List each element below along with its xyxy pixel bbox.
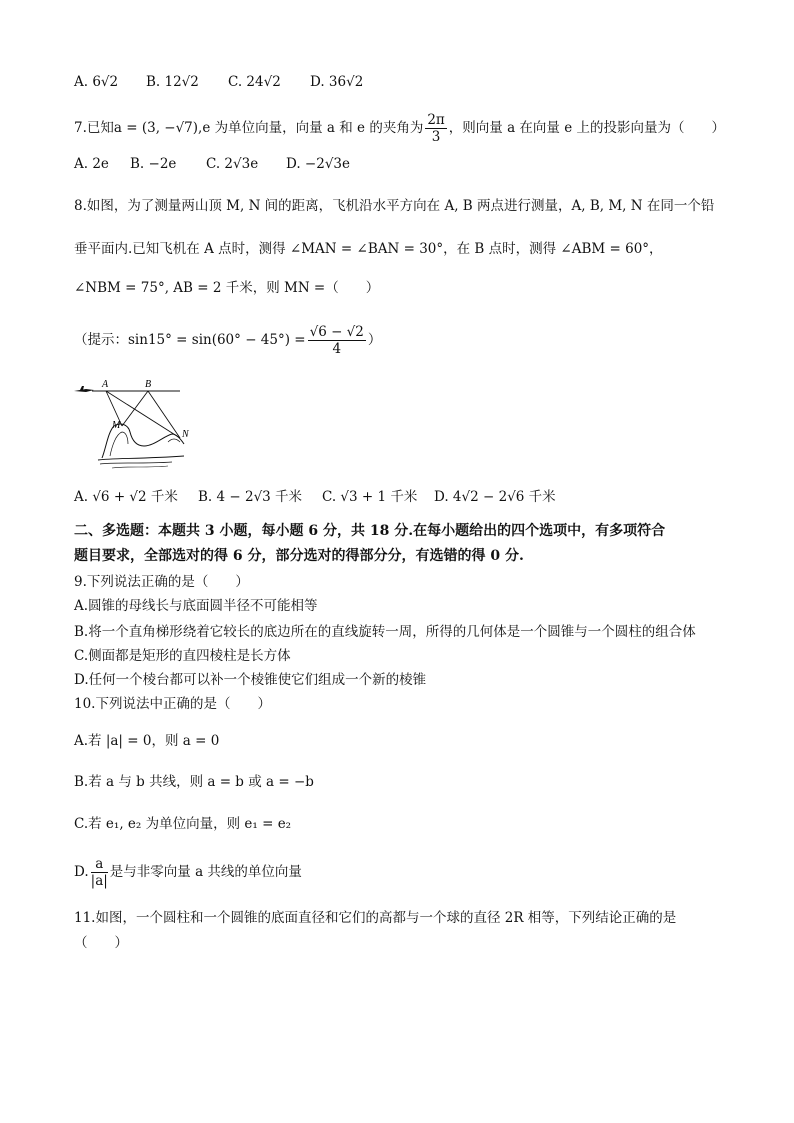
airplane-icon <box>74 386 94 392</box>
fig-label-b: B <box>145 379 152 390</box>
q7-text-b: e 为单位向量，向量 a 和 e 的夹角为 <box>202 120 424 136</box>
section-2-title-2: 题目要求，全部选对的得 6 分，部分选对的得部分分，有选错的得 0 分. <box>74 548 524 564</box>
q7-stem <box>74 112 725 145</box>
q10-option-c: C.若 e₁, e₂ 为单位向量，则 e₁ = e₂ <box>74 816 292 832</box>
q9-option-c: C.侧面都是矩形的直四棱柱是长方体 <box>74 648 291 664</box>
q8-hint-fraction <box>308 324 366 357</box>
q9-option-b: B.将一个直角梯形绕着它较长的底边所在的直线旋转一周，所得的几何体是一个圆锥与一个圆柱的组合体 <box>74 624 696 640</box>
fig-label-a: A <box>102 379 109 390</box>
q7-option-b: B. −2e <box>130 156 177 172</box>
q10-option-d-fraction <box>91 856 108 889</box>
q8-line-2: 垂平面内.已知飞机在 A 点时，测得 ∠MAN = ∠BAN = 30°，在 B 点时，测得 ∠ABM = 60°， <box>74 241 663 257</box>
q8-hint-pre: （提示：sin15° = sin(60° − 45°) = <box>74 332 306 348</box>
q10-option-d-den: |a| <box>90 873 108 889</box>
fig-label-n: N <box>182 429 189 440</box>
q9-stem: 9.下列说法正确的是（ ） <box>74 574 249 590</box>
q8-hint-den: 4 <box>332 341 342 357</box>
q8-option-b: B. 4 − 2√3 千米 <box>198 489 303 505</box>
q9-option-d: D.任何一个棱台都可以补一个棱锥使它们组成一个新的棱锥 <box>74 672 427 688</box>
q7-vector-a: a = (3, −√7), <box>113 120 203 136</box>
q6-option-c: C. 24√2 <box>228 74 281 90</box>
q11-line-1: 11.如图，一个圆柱和一个圆锥的底面直径和它们的高都与一个球的直径 2R 相等，下列结论正确的是 <box>74 910 677 926</box>
q10-option-d <box>74 856 302 889</box>
q10-option-d-num: a <box>91 856 108 873</box>
q7-frac-den: 3 <box>431 129 441 145</box>
q6-option-b: B. 12√2 <box>146 74 199 90</box>
q7-text-c: ，则向量 a 在向量 e 上的投影向量为（ ） <box>448 120 725 136</box>
fig-label-m: M <box>112 420 121 431</box>
q7-option-a: A. 2e <box>74 156 109 172</box>
q7-frac-num: 2π <box>427 112 445 128</box>
q8-hint-post: ） <box>367 332 382 348</box>
q8-figure <box>72 376 189 470</box>
q8-line-1: 8.如图，为了测量两山顶 M, N 间的距离，飞机沿水平方向在 A, B 两点进行测量，A, B, M, N 在同一个铅 <box>74 198 715 214</box>
q10-option-d-label: D. <box>74 864 89 880</box>
q7-angle-fraction <box>425 112 446 145</box>
q8-line-3: ∠NBM = 75°, AB = 2 千米，则 MN =（ ） <box>74 280 380 296</box>
q11-line-2: （ ） <box>74 935 128 951</box>
q8-option-d: D. 4√2 − 2√6 千米 <box>434 489 556 505</box>
q8-hint <box>74 324 381 357</box>
q6-option-a: A. 6√2 <box>74 74 119 90</box>
q8-option-a: A. √6 + √2 千米 <box>74 489 178 505</box>
q7-text-a: 7.已知 <box>74 120 114 136</box>
q8-option-c: C. √3 + 1 千米 <box>322 489 418 505</box>
q7-option-c: C. 2√3e <box>206 156 259 172</box>
q10-option-d-text: 是与非零向量 a 共线的单位向量 <box>109 864 302 880</box>
q8-hint-num: √6 − √2 <box>309 324 364 340</box>
q7-option-d: D. −2√3e <box>286 156 351 172</box>
q10-option-a: A.若 |a| = 0，则 a = 0 <box>74 733 220 749</box>
q6-option-d: D. 36√2 <box>310 74 364 90</box>
q9-option-a: A.圆锥的母线长与底面圆半径不可能相等 <box>74 598 318 614</box>
q10-stem: 10.下列说法中正确的是（ ） <box>74 696 271 712</box>
section-2-title-1: 二、多选题：本题共 3 小题，每小题 6 分，共 18 分.在每小题给出的四个选项中，有多项符合 <box>74 523 666 539</box>
q10-option-b: B.若 a 与 b 共线，则 a = b 或 a = −b <box>74 774 314 790</box>
